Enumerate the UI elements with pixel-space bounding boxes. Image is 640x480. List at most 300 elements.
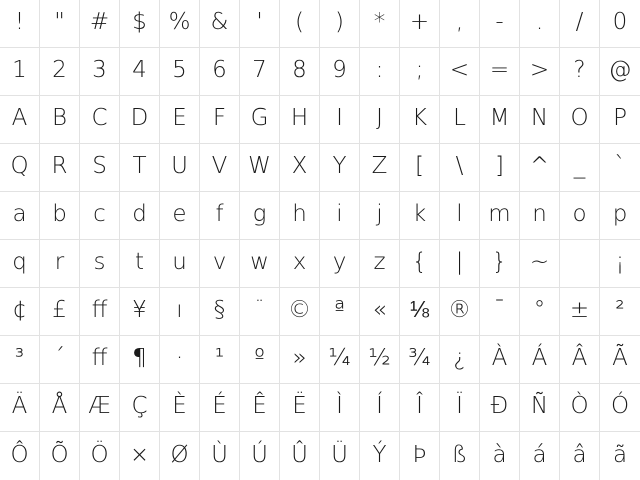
glyph-char: Õ <box>50 441 69 468</box>
glyph-cell[interactable] <box>520 48 560 96</box>
glyph-cell[interactable] <box>440 48 480 96</box>
glyph-cell[interactable] <box>480 336 520 384</box>
glyph-char: i <box>336 201 343 227</box>
glyph-char: X <box>291 153 308 179</box>
glyph-char: d <box>132 201 147 227</box>
glyph-char: = <box>489 57 510 83</box>
glyph-cell[interactable] <box>80 432 120 480</box>
glyph-cell[interactable] <box>160 432 200 480</box>
glyph-char: Ô <box>10 441 29 468</box>
glyph-cell[interactable] <box>80 384 120 432</box>
glyph-cell[interactable] <box>280 432 320 480</box>
glyph-char: " <box>54 9 65 35</box>
glyph-char: « <box>372 297 387 323</box>
glyph-char: z <box>373 249 386 275</box>
glyph-cell[interactable] <box>400 48 440 96</box>
glyph-char: O <box>570 105 589 131</box>
glyph-char: r <box>54 249 65 275</box>
glyph-char: j <box>376 201 383 227</box>
glyph-cell[interactable] <box>520 96 560 144</box>
glyph-cell[interactable] <box>80 336 120 384</box>
glyph-char: ; <box>415 57 424 83</box>
glyph-char: K <box>411 105 428 131</box>
glyph-char: 9 <box>332 57 347 83</box>
glyph-char: ` <box>614 153 626 179</box>
glyph-char: Þ <box>412 441 427 468</box>
glyph-cell[interactable] <box>200 432 240 480</box>
glyph-char: 2 <box>52 57 67 83</box>
glyph-char: ¿ <box>453 345 466 371</box>
glyph-cell[interactable] <box>480 288 520 336</box>
glyph-char: ! <box>14 9 25 35</box>
glyph-cell[interactable] <box>480 384 520 432</box>
glyph-cell[interactable] <box>440 0 480 48</box>
glyph-cell[interactable] <box>440 336 480 384</box>
glyph-cell[interactable] <box>520 144 560 192</box>
glyph-char: â <box>572 441 587 468</box>
glyph-cell[interactable] <box>120 0 160 48</box>
glyph-cell[interactable] <box>80 0 120 48</box>
glyph-cell[interactable] <box>360 240 400 288</box>
glyph-cell[interactable] <box>320 384 360 432</box>
glyph-cell[interactable] <box>560 0 600 48</box>
glyph-char: ¥ <box>132 297 147 323</box>
glyph-cell[interactable] <box>560 192 600 240</box>
glyph-char: 7 <box>252 57 267 83</box>
glyph-char: Ì <box>336 393 343 419</box>
glyph-cell[interactable] <box>560 240 600 288</box>
glyph-cell[interactable] <box>520 384 560 432</box>
glyph-char: À <box>491 345 508 371</box>
glyph-char: G <box>250 105 269 131</box>
glyph-char: h <box>292 201 307 227</box>
glyph-char: . <box>535 9 544 35</box>
glyph-cell[interactable] <box>200 96 240 144</box>
glyph-cell[interactable] <box>400 144 440 192</box>
glyph-cell[interactable] <box>600 144 640 192</box>
glyph-char: Z <box>371 153 388 179</box>
glyph-char: Ú <box>251 441 268 468</box>
glyph-cell[interactable] <box>360 0 400 48</box>
glyph-cell[interactable] <box>240 48 280 96</box>
glyph-char: Æ <box>88 393 111 419</box>
glyph-char: ½ <box>368 345 391 371</box>
glyph-cell[interactable] <box>240 96 280 144</box>
glyph-cell[interactable] <box>280 336 320 384</box>
glyph-char: T <box>132 153 147 179</box>
glyph-char: ± <box>569 297 590 323</box>
glyph-cell[interactable] <box>400 192 440 240</box>
glyph-char: f <box>215 201 224 227</box>
glyph-char: » <box>292 345 307 371</box>
glyph-char: - <box>495 9 504 35</box>
glyph-char: I <box>336 105 343 131</box>
glyph-char: m <box>488 201 511 227</box>
glyph-char: ¨ <box>253 297 266 323</box>
glyph-char: ³ <box>14 345 25 371</box>
glyph-cell[interactable] <box>160 144 200 192</box>
glyph-cell[interactable] <box>160 336 200 384</box>
glyph-cell[interactable] <box>280 240 320 288</box>
glyph-cell[interactable] <box>360 336 400 384</box>
glyph-cell[interactable] <box>560 336 600 384</box>
glyph-char: Á <box>531 345 548 371</box>
glyph-char: Ë <box>292 393 307 419</box>
glyph-char: ° <box>533 297 546 323</box>
glyph-cell[interactable] <box>40 336 80 384</box>
glyph-char: F <box>212 105 227 131</box>
glyph-cell[interactable] <box>480 144 520 192</box>
glyph-char: { <box>412 249 427 275</box>
glyph-char: ¯ <box>493 297 506 323</box>
glyph-cell[interactable] <box>0 96 40 144</box>
glyph-cell[interactable] <box>40 384 80 432</box>
glyph-char: Ø <box>170 441 189 468</box>
glyph-cell[interactable] <box>280 144 320 192</box>
glyph-cell[interactable] <box>320 192 360 240</box>
glyph-char: Å <box>51 393 68 419</box>
glyph-char: ) <box>335 9 344 35</box>
glyph-cell[interactable] <box>120 96 160 144</box>
glyph-cell[interactable] <box>360 384 400 432</box>
glyph-char: 3 <box>92 57 107 83</box>
glyph-char: ¶ <box>132 345 147 371</box>
glyph-cell[interactable] <box>520 432 560 480</box>
glyph-char: à <box>492 441 507 468</box>
glyph-char: ¼ <box>328 345 351 371</box>
glyph-cell[interactable] <box>200 288 240 336</box>
glyph-cell[interactable] <box>160 384 200 432</box>
glyph-char: ^ <box>529 153 550 179</box>
glyph-char: ´ <box>53 345 66 371</box>
glyph-char: t <box>134 249 145 275</box>
glyph-char: B <box>51 105 68 131</box>
glyph-cell[interactable] <box>360 432 400 480</box>
glyph-char: 0 <box>612 9 628 35</box>
glyph-cell[interactable] <box>360 144 400 192</box>
glyph-char: % <box>168 9 191 35</box>
glyph-char: u <box>172 249 187 275</box>
glyph-char: # <box>89 9 110 35</box>
glyph-char: E <box>172 105 187 131</box>
glyph-cell[interactable] <box>160 288 200 336</box>
glyph-cell[interactable] <box>280 48 320 96</box>
glyph-char: ª <box>334 297 345 323</box>
glyph-cell[interactable] <box>400 432 440 480</box>
glyph-char: Ç <box>131 393 148 419</box>
glyph-cell[interactable] <box>520 192 560 240</box>
glyph-char: ﬀ <box>91 345 108 371</box>
glyph-char: R <box>51 153 68 179</box>
glyph-char: c <box>93 201 106 227</box>
glyph-cell[interactable] <box>600 288 640 336</box>
glyph-cell[interactable] <box>600 48 640 96</box>
glyph-char: Ö <box>90 441 109 468</box>
glyph-cell[interactable] <box>120 48 160 96</box>
glyph-cell[interactable] <box>120 192 160 240</box>
glyph-cell[interactable] <box>320 336 360 384</box>
glyph-cell[interactable] <box>400 0 440 48</box>
glyph-cell[interactable] <box>200 144 240 192</box>
glyph-char: Ñ <box>530 393 549 419</box>
glyph-cell[interactable] <box>40 96 80 144</box>
glyph-char: & <box>210 9 229 35</box>
glyph-char: á <box>532 441 547 468</box>
glyph-char: b <box>52 201 67 227</box>
glyph-char: } <box>492 249 507 275</box>
glyph-cell[interactable] <box>200 240 240 288</box>
glyph-cell[interactable] <box>600 336 640 384</box>
glyph-char: Ð <box>490 393 509 419</box>
glyph-char: Ó <box>610 393 630 419</box>
glyph-char: H <box>290 105 309 131</box>
glyph-char: l <box>456 201 463 227</box>
glyph-cell[interactable] <box>240 384 280 432</box>
glyph-cell[interactable] <box>80 96 120 144</box>
glyph-cell[interactable] <box>200 0 240 48</box>
glyph-char: P <box>613 105 627 131</box>
glyph-cell[interactable] <box>280 0 320 48</box>
glyph-char: ' <box>256 9 263 35</box>
glyph-char: : <box>375 57 384 83</box>
glyph-char: o <box>572 201 587 227</box>
glyph-char: · <box>175 345 184 371</box>
glyph-cell[interactable] <box>480 432 520 480</box>
glyph-cell[interactable] <box>440 240 480 288</box>
glyph-cell[interactable] <box>160 96 200 144</box>
glyph-cell[interactable] <box>440 96 480 144</box>
glyph-cell[interactable] <box>520 288 560 336</box>
glyph-cell[interactable] <box>40 0 80 48</box>
glyph-cell[interactable] <box>160 0 200 48</box>
glyph-cell[interactable] <box>560 432 600 480</box>
glyph-char: v <box>212 249 227 275</box>
glyph-char: C <box>91 105 108 131</box>
glyph-cell[interactable] <box>320 288 360 336</box>
glyph-char: _ <box>573 153 586 179</box>
glyph-char: / <box>575 9 584 35</box>
glyph-cell[interactable] <box>520 240 560 288</box>
glyph-cell[interactable] <box>520 0 560 48</box>
glyph-cell[interactable] <box>400 384 440 432</box>
glyph-char: x <box>292 249 307 275</box>
glyph-char: Y <box>332 153 347 179</box>
glyph-char: Ü <box>331 441 348 468</box>
glyph-cell[interactable] <box>600 0 640 48</box>
glyph-cell[interactable] <box>0 0 40 48</box>
glyph-char: W <box>248 153 271 179</box>
glyph-cell[interactable] <box>320 240 360 288</box>
glyph-char: V <box>211 153 228 179</box>
glyph-char: ff <box>91 297 108 323</box>
glyph-char: k <box>412 201 427 227</box>
glyph-cell[interactable] <box>240 192 280 240</box>
glyph-cell[interactable] <box>240 336 280 384</box>
glyph-cell[interactable] <box>40 240 80 288</box>
glyph-cell[interactable] <box>120 240 160 288</box>
glyph-cell[interactable] <box>280 384 320 432</box>
glyph-char: s <box>93 249 106 275</box>
glyph-cell[interactable] <box>240 288 280 336</box>
glyph-char: ® <box>448 297 471 323</box>
glyph-char: g <box>252 201 267 227</box>
glyph-cell[interactable] <box>360 96 400 144</box>
glyph-cell[interactable] <box>0 288 40 336</box>
glyph-cell[interactable] <box>80 144 120 192</box>
glyph-cell[interactable] <box>360 192 400 240</box>
glyph-char: a <box>12 201 27 227</box>
glyph-cell[interactable] <box>600 432 640 480</box>
glyph-char: ? <box>573 57 586 83</box>
glyph-char: 6 <box>212 57 227 83</box>
glyph-cell[interactable] <box>320 96 360 144</box>
glyph-cell[interactable] <box>0 144 40 192</box>
glyph-cell[interactable] <box>120 432 160 480</box>
glyph-char: § <box>213 297 226 323</box>
glyph-cell[interactable] <box>280 288 320 336</box>
glyph-char: ~ <box>529 249 550 275</box>
glyph-cell[interactable] <box>0 336 40 384</box>
glyph-cell[interactable] <box>400 240 440 288</box>
glyph-char: ¹ <box>214 345 225 371</box>
glyph-char: L <box>453 105 466 131</box>
glyph-cell[interactable] <box>600 384 640 432</box>
glyph-cell[interactable] <box>120 384 160 432</box>
glyph-cell[interactable] <box>160 192 200 240</box>
glyph-char: ⅛ <box>409 297 430 323</box>
glyph-char: 8 <box>292 57 307 83</box>
glyph-cell[interactable] <box>240 0 280 48</box>
glyph-cell[interactable] <box>480 96 520 144</box>
glyph-char: Ï <box>456 393 463 419</box>
glyph-cell[interactable] <box>200 336 240 384</box>
glyph-cell[interactable] <box>320 0 360 48</box>
glyph-char: ] <box>495 153 504 179</box>
glyph-cell[interactable] <box>40 144 80 192</box>
glyph-char: × <box>129 441 150 468</box>
glyph-cell[interactable] <box>240 432 280 480</box>
glyph-cell[interactable] <box>200 48 240 96</box>
glyph-cell[interactable] <box>280 192 320 240</box>
glyph-cell[interactable] <box>360 288 400 336</box>
glyph-char: 1 <box>12 57 27 83</box>
glyph-cell[interactable] <box>200 384 240 432</box>
glyph-char: ² <box>615 297 625 323</box>
glyph-char: Ý <box>372 441 387 468</box>
glyph-cell[interactable] <box>80 48 120 96</box>
glyph-cell[interactable] <box>40 432 80 480</box>
glyph-cell[interactable] <box>360 48 400 96</box>
glyph-cell[interactable] <box>560 144 600 192</box>
glyph-char: | <box>455 249 464 275</box>
glyph-cell[interactable] <box>240 144 280 192</box>
glyph-cell[interactable] <box>240 240 280 288</box>
glyph-char: < <box>449 57 470 83</box>
glyph-cell[interactable] <box>400 288 440 336</box>
glyph-cell[interactable] <box>40 288 80 336</box>
glyph-cell[interactable] <box>440 144 480 192</box>
glyph-cell[interactable] <box>0 432 40 480</box>
glyph-char: Í <box>376 393 383 419</box>
glyph-cell[interactable] <box>600 192 640 240</box>
glyph-cell[interactable] <box>40 48 80 96</box>
glyph-char: ( <box>295 9 304 35</box>
glyph-char: \ <box>455 153 464 179</box>
glyph-char: Ù <box>211 441 228 468</box>
glyph-char: £ <box>52 297 67 323</box>
glyph-cell[interactable] <box>200 192 240 240</box>
glyph-char: N <box>530 105 549 131</box>
glyph-cell[interactable] <box>560 48 600 96</box>
glyph-cell[interactable] <box>480 0 520 48</box>
glyph-cell[interactable] <box>320 144 360 192</box>
glyph-char: Q <box>10 153 29 179</box>
glyph-cell[interactable] <box>480 48 520 96</box>
glyph-cell[interactable] <box>440 432 480 480</box>
glyph-char: Ò <box>570 393 589 419</box>
glyph-cell[interactable] <box>480 240 520 288</box>
glyph-cell[interactable] <box>320 432 360 480</box>
glyph-cell[interactable] <box>520 336 560 384</box>
glyph-cell[interactable] <box>160 240 200 288</box>
glyph-cell[interactable] <box>120 288 160 336</box>
glyph-cell[interactable] <box>400 336 440 384</box>
glyph-cell[interactable] <box>480 192 520 240</box>
glyph-cell[interactable] <box>0 48 40 96</box>
glyph-char: È <box>172 393 187 419</box>
glyph-cell[interactable] <box>560 96 600 144</box>
glyph-cell[interactable] <box>400 96 440 144</box>
glyph-char: Ã <box>612 345 628 371</box>
glyph-char: ı <box>176 297 183 323</box>
glyph-char: Ä <box>11 393 28 419</box>
glyph-cell[interactable] <box>600 240 640 288</box>
glyph-cell[interactable] <box>280 96 320 144</box>
glyph-char: 4 <box>132 57 147 83</box>
glyph-char: S <box>92 153 107 179</box>
glyph-cell[interactable] <box>320 48 360 96</box>
glyph-char: ã <box>612 441 628 468</box>
glyph-char: @ <box>608 57 632 83</box>
glyph-char: > <box>529 57 550 83</box>
glyph-cell[interactable] <box>440 288 480 336</box>
glyph-cell[interactable] <box>40 192 80 240</box>
glyph-char: [ <box>415 153 424 179</box>
glyph-char: Î <box>416 393 423 419</box>
glyph-char: Û <box>291 441 308 468</box>
glyph-cell[interactable] <box>80 240 120 288</box>
glyph-cell[interactable] <box>80 288 120 336</box>
glyph-char: $ <box>132 9 147 35</box>
glyph-cell[interactable] <box>160 48 200 96</box>
glyph-cell[interactable] <box>440 192 480 240</box>
glyph-cell[interactable] <box>80 192 120 240</box>
glyph-cell[interactable] <box>600 96 640 144</box>
glyph-cell[interactable] <box>440 384 480 432</box>
glyph-char: y <box>332 249 347 275</box>
glyph-cell[interactable] <box>120 144 160 192</box>
glyph-cell[interactable] <box>0 240 40 288</box>
glyph-char: º <box>254 345 265 371</box>
glyph-cell[interactable] <box>120 336 160 384</box>
glyph-cell[interactable] <box>0 384 40 432</box>
glyph-char: + <box>409 9 430 35</box>
glyph-char: J <box>376 105 383 131</box>
glyph-cell[interactable] <box>560 288 600 336</box>
glyph-char: Ê <box>252 393 267 419</box>
glyph-cell[interactable] <box>0 192 40 240</box>
glyph-cell[interactable] <box>560 384 600 432</box>
